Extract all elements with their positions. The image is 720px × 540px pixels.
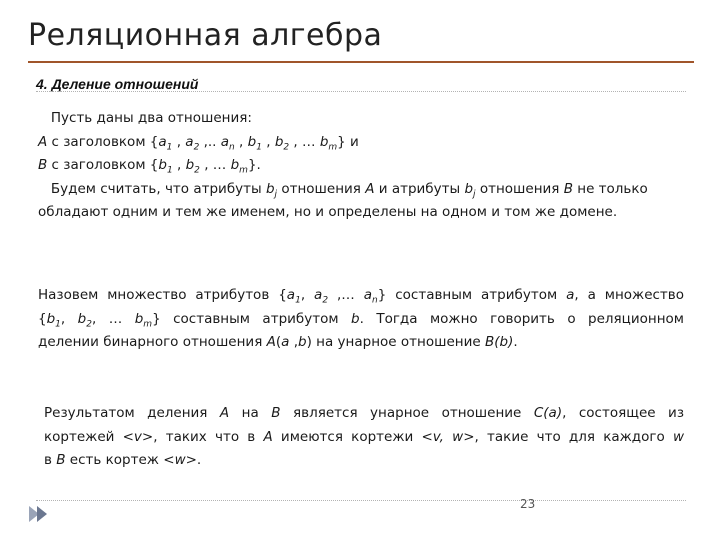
text: } и xyxy=(337,133,359,150)
text: ,… xyxy=(328,287,364,303)
text: Пусть даны два отношения: xyxy=(50,110,252,126)
text: имеются кортежи < xyxy=(272,428,433,445)
attribute: b xyxy=(77,310,87,327)
text: , … xyxy=(289,133,320,150)
attribute: b xyxy=(298,334,307,350)
text: ) на унарное отношение xyxy=(306,334,485,350)
text: , … xyxy=(199,157,231,173)
attribute: b xyxy=(265,180,275,197)
relation-name: B xyxy=(38,157,48,173)
attribute: a xyxy=(286,287,296,303)
page-number: 23 xyxy=(520,497,536,511)
footer-divider xyxy=(36,500,686,501)
text: Назовем множество атрибутов { xyxy=(38,287,287,303)
title-underline xyxy=(28,61,694,63)
attribute: b xyxy=(185,157,195,173)
subscript: m xyxy=(239,165,248,176)
text-line xyxy=(38,284,684,308)
text-line: обладают одним и тем же именем, но и определены на одном и том же домене. xyxy=(38,204,618,220)
text-line xyxy=(38,308,684,332)
text-line xyxy=(44,402,684,426)
text: }. xyxy=(247,157,261,173)
variable: w xyxy=(672,428,684,445)
subscript: 1 xyxy=(166,165,173,176)
attribute: b xyxy=(351,310,360,327)
relation-name: B xyxy=(563,180,573,197)
text: с заголовком { xyxy=(47,133,159,150)
text: >. xyxy=(185,452,202,468)
text: кортежей < xyxy=(44,428,134,445)
text: , xyxy=(289,334,299,350)
section-heading: 4. Деление отношений xyxy=(36,76,199,92)
text: . Тогда можно говорить о реляционном xyxy=(359,310,684,327)
text: Результатом деления xyxy=(44,405,220,421)
text: , xyxy=(261,133,275,150)
relation-name: A xyxy=(219,405,230,421)
attribute: a xyxy=(185,133,194,150)
text: >, такие что для каждого xyxy=(463,428,673,445)
paragraph-relations xyxy=(38,107,684,225)
text: ( xyxy=(275,334,282,350)
subscript: 2 xyxy=(194,165,200,176)
text-line xyxy=(38,331,684,355)
attribute: b xyxy=(274,133,284,150)
text: отношения xyxy=(475,180,564,197)
text: является унарное отношение xyxy=(280,405,534,421)
attribute: b xyxy=(230,157,240,173)
text-line xyxy=(38,107,684,131)
text: , а множество xyxy=(574,287,685,303)
text: , состоящее из xyxy=(562,405,684,421)
subscript: 1 xyxy=(295,295,301,306)
text: ,.. xyxy=(199,133,221,150)
relation-name: B xyxy=(56,452,66,468)
attribute: b xyxy=(134,310,144,327)
attribute: b xyxy=(464,180,474,197)
text: делении бинарного отношения xyxy=(38,334,267,350)
relation-name: B(b) xyxy=(484,334,514,350)
text: на xyxy=(229,405,272,421)
attribute: b xyxy=(158,157,167,173)
subscript: 1 xyxy=(55,319,61,330)
text-line xyxy=(44,426,684,450)
text: есть кортеж < xyxy=(65,452,175,468)
relation-name: A xyxy=(38,133,48,150)
attribute: a xyxy=(158,133,167,150)
attribute: b xyxy=(319,133,329,150)
variable: v xyxy=(133,428,142,445)
text-line xyxy=(38,131,684,155)
subscript: 2 xyxy=(193,142,200,153)
subscript: n xyxy=(372,295,378,306)
text: в xyxy=(44,452,57,468)
text-line xyxy=(38,178,684,202)
attribute: a xyxy=(566,287,575,303)
text: } составным атрибутом xyxy=(377,287,567,303)
relation-name: B xyxy=(271,405,281,421)
subscript: m xyxy=(328,142,338,153)
variable: w xyxy=(174,452,186,468)
subscript: 2 xyxy=(283,142,290,153)
subscript: j xyxy=(274,189,278,200)
text-line xyxy=(38,154,684,178)
text: , xyxy=(60,310,78,327)
heading-divider xyxy=(36,91,686,92)
variable: v, w xyxy=(432,428,464,445)
attribute: b xyxy=(46,310,56,327)
text-line xyxy=(44,449,684,473)
text: отношения xyxy=(277,180,366,197)
attribute: a xyxy=(363,287,372,303)
text: , … xyxy=(91,310,135,327)
subscript: n xyxy=(229,142,235,153)
attribute: a xyxy=(281,334,290,350)
text: , xyxy=(300,287,315,303)
paragraph-composite-attributes xyxy=(38,284,684,355)
text: { xyxy=(38,310,47,327)
text: , xyxy=(172,133,186,150)
text: , xyxy=(234,133,248,150)
relation-name: A xyxy=(266,334,276,350)
slide-title: Реляционная алгебра xyxy=(28,18,383,53)
relation-name: A xyxy=(365,180,375,197)
subscript: 2 xyxy=(86,319,92,330)
subscript: 2 xyxy=(322,295,329,306)
text: } составным атрибутом xyxy=(152,310,351,327)
subscript: m xyxy=(143,319,153,330)
attribute: b xyxy=(247,133,257,150)
text: и атрибуты xyxy=(374,180,465,197)
paragraph-division-result xyxy=(44,402,684,473)
chevron-right-icon[interactable] xyxy=(27,504,49,524)
attribute: a xyxy=(314,287,323,303)
text: >, таких что в xyxy=(141,428,264,445)
subscript: j xyxy=(473,189,476,200)
subscript: 1 xyxy=(166,142,173,153)
text: Будем считать, что атрибуты xyxy=(50,180,266,197)
text: , xyxy=(172,157,186,173)
text: с заголовком { xyxy=(47,157,159,173)
relation-name: A xyxy=(263,428,273,445)
text: не только xyxy=(572,180,648,197)
subscript: 1 xyxy=(256,142,262,153)
relation-name: C(a) xyxy=(533,405,563,421)
text: . xyxy=(513,334,518,350)
attribute: a xyxy=(220,133,230,150)
